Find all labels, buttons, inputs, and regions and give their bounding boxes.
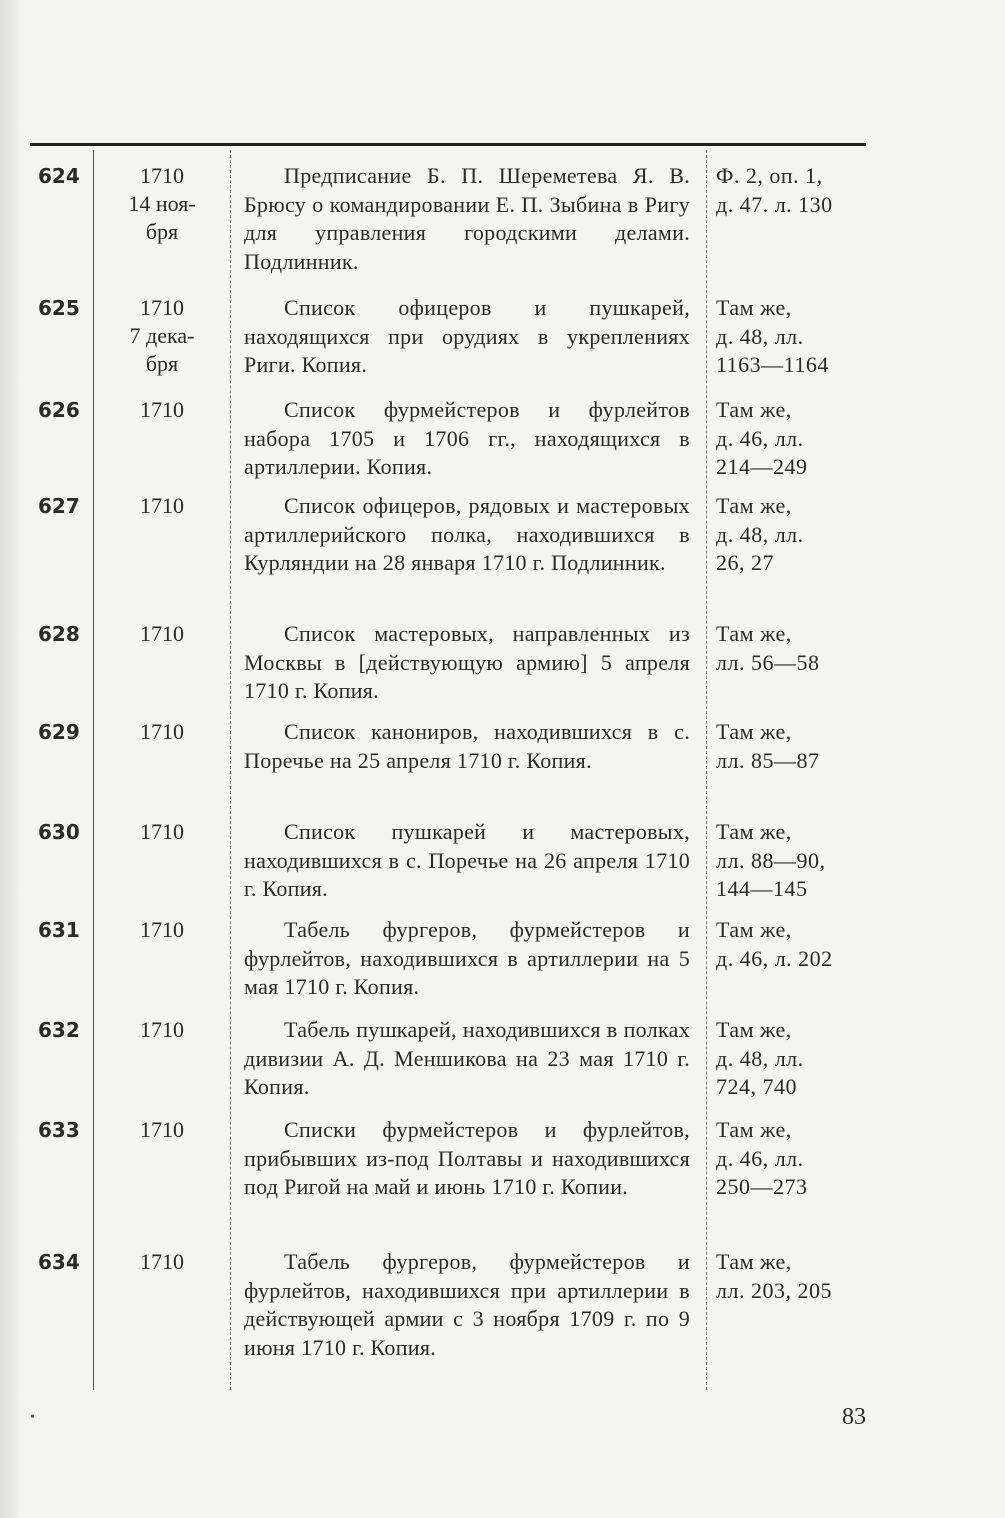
row-description: Табель фургеров, фурмейстеров и фурлейтов, находившихся в артиллерии на 5 мая 1710 г. Копия. bbox=[244, 917, 690, 999]
row-number: 627 bbox=[38, 494, 80, 518]
margin-mark: • bbox=[30, 1410, 35, 1425]
row-number: 632 bbox=[38, 1018, 80, 1042]
page-edge bbox=[0, 0, 22, 1518]
row-reference: Там же, д. 46, лл. 250—273 bbox=[716, 1117, 808, 1199]
row-reference: Там же, лл. 56—58 bbox=[716, 621, 820, 675]
row-reference: Там же, д. 48, лл. 1163—1164 bbox=[716, 295, 829, 377]
row-description: Табель пушкарей, находившихся в полках дивизии А. Д. Меншикова на 23 мая 1710 г. Копия. bbox=[244, 1017, 690, 1099]
row-date: 1710 bbox=[140, 397, 184, 422]
row-number: 624 bbox=[38, 164, 80, 188]
row-reference: Там же, лл. 203, 205 bbox=[716, 1249, 832, 1303]
row-number: 625 bbox=[38, 296, 80, 320]
row-description: Список канониров, находившихся в с. Поречье на 25 апреля 1710 г. Копия. bbox=[244, 719, 690, 773]
row-number: 628 bbox=[38, 622, 80, 646]
row-description: Список офицеров, рядовых и мастеровых артиллерийского полка, находившихся в Курляндии на 28 января 1710 г. Подлинник. bbox=[244, 493, 690, 575]
row-date: 1710 bbox=[140, 621, 184, 646]
row-date: 1710 7 дека- бря bbox=[129, 295, 195, 376]
row-reference: Там же, лл. 85—87 bbox=[716, 719, 820, 773]
row-number: 634 bbox=[38, 1250, 80, 1274]
row-reference: Там же, д. 46, л. 202 bbox=[716, 917, 833, 971]
row-date: 1710 bbox=[140, 1117, 184, 1142]
row-description: Табель фургеров, фурмейстеров и фурлейтов, находившихся при артиллерии в действующей армии с 3 ноября 1709 г. по 9 июня 1710 г. Копия. bbox=[244, 1249, 690, 1360]
row-description: Список пушкарей и мастеровых, находившихся в с. Поречье на 26 апреля 1710 г. Копия. bbox=[244, 819, 690, 901]
column-divider-reference bbox=[706, 150, 707, 1390]
row-reference: Там же, лл. 88—90, 144—145 bbox=[716, 819, 826, 901]
row-date: 1710 14 ноя- бря bbox=[128, 163, 196, 244]
column-divider-number bbox=[93, 150, 94, 1390]
row-description: Списки фурмейстеров и фурлейтов, прибывших из-под Полтавы и находившихся под Ригой на май и июнь 1710 г. Копии. bbox=[244, 1117, 690, 1199]
row-number: 633 bbox=[38, 1118, 80, 1142]
row-description: Список фурмейстеров и фурлейтов набора 1705 и 1706 гг., находящихся в артиллерии. Копия. bbox=[244, 397, 690, 479]
row-reference: Там же, д. 46, лл. 214—249 bbox=[716, 397, 808, 479]
row-date: 1710 bbox=[140, 819, 184, 844]
row-description: Список офицеров и пушкарей, находящихся при орудиях в укреплениях Риги. Копия. bbox=[244, 295, 690, 377]
row-number: 631 bbox=[38, 918, 80, 942]
row-reference: Там же, д. 48, лл. 724, 740 bbox=[716, 1017, 804, 1099]
row-description: Предписание Б. П. Шереметева Я. В. Брюсу о командировании Е. П. Зыбина в Ригу для управления городскими делами. Подлинник. bbox=[244, 163, 690, 274]
row-date: 1710 bbox=[140, 493, 184, 518]
row-number: 626 bbox=[38, 398, 80, 422]
row-reference: Ф. 2, оп. 1, д. 47. л. 130 bbox=[716, 163, 833, 217]
table-top-rule bbox=[30, 143, 866, 146]
row-number: 629 bbox=[38, 720, 80, 744]
row-date: 1710 bbox=[140, 1249, 184, 1274]
row-number: 630 bbox=[38, 820, 80, 844]
row-description: Список мастеровых, направленных из Москвы в [действующую армию] 5 апреля 1710 г. Копия. bbox=[244, 621, 690, 703]
row-reference: Там же, д. 48, лл. 26, 27 bbox=[716, 493, 804, 575]
row-date: 1710 bbox=[140, 917, 184, 942]
column-divider-date bbox=[230, 150, 231, 1390]
row-date: 1710 bbox=[140, 719, 184, 744]
page-number: 83 bbox=[842, 1404, 866, 1430]
row-date: 1710 bbox=[140, 1017, 184, 1042]
